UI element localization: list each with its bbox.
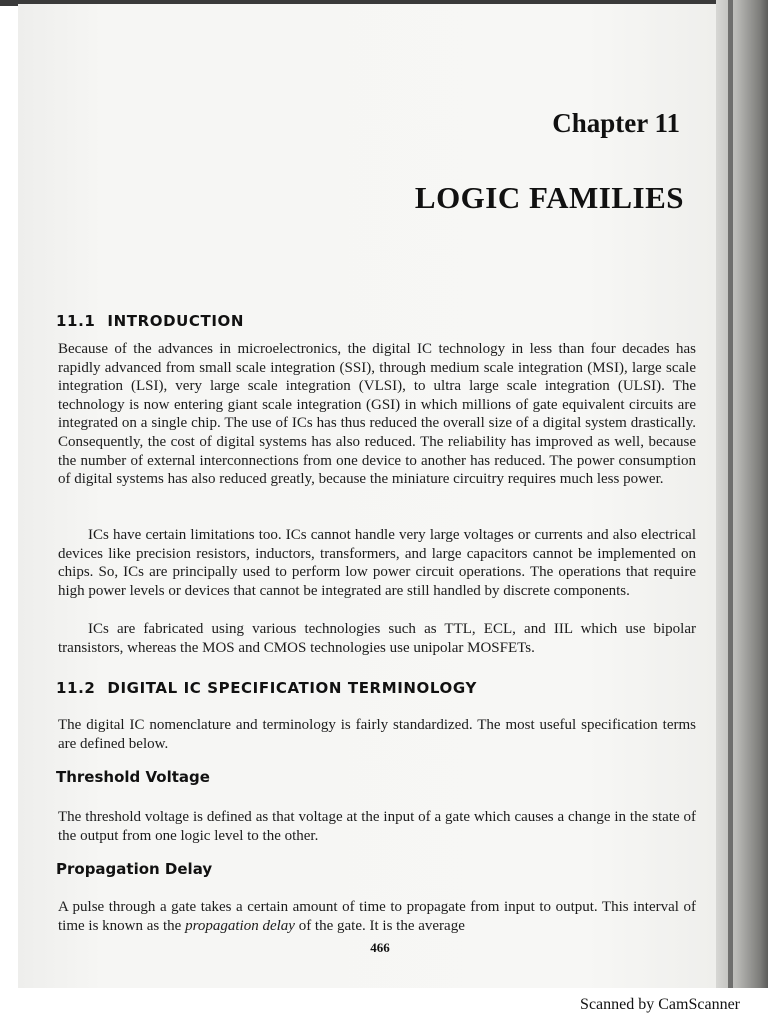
terminology-paragraph: The digital IC nomenclature and terminology is fairly standardized. The most useful specification terms are defined below. (58, 717, 696, 752)
intro-paragraph-2: ICs have certain limitations too. ICs cannot handle very large voltages or currents and also electrical devices like precision resistors, inductors, transformers, and large capacitors cannot be implemented on chips. So, ICs are principally used to perform low power circuit operations. The operations that require high power levels or devices that cannot be integrated are still handled by discrete components. (58, 527, 696, 599)
section-number: 11.2 (56, 679, 96, 697)
section-heading-introduction (56, 312, 716, 330)
propagation-delay-text-end: of the gate. It is the average (294, 917, 465, 934)
threshold-voltage-heading: Threshold Voltage (56, 768, 210, 786)
intro-paragraph-3: ICs are fabricated using various technologies such as TTL, ECL, and IIL which use bipolar transistors, whereas the MOS and CMOS technologies use unipolar MOSFETs. (58, 621, 696, 656)
propagation-delay-paragraph (58, 898, 696, 935)
propagation-delay-heading: Propagation Delay (56, 860, 213, 878)
chapter-title: LOGIC FAMILIES (414, 180, 684, 215)
spine-shadow (728, 0, 733, 990)
section-heading-specification-terminology (56, 679, 716, 697)
propagation-delay-term: propagation delay (185, 917, 295, 934)
section-title: DIGITAL IC SPECIFICATION TERMINOLOGY (107, 679, 477, 697)
page-number: 466 (370, 940, 390, 955)
propagation-delay-text-start: A pulse through a gate takes a certain amount of time to propagate from input to output. This interval of time is known as the (58, 899, 696, 934)
section-number: 11.1 (56, 312, 96, 330)
threshold-voltage-paragraph: The threshold voltage is defined as that voltage at the input of a gate which causes a change in the state of the output from one logic level to the other. (58, 809, 696, 844)
intro-paragraph-1: Because of the advances in microelectronics, the digital IC technology in less than four decades has rapidly advanced from small scale integration (SSI), through medium scale integration (MSI), large scale integration (LSI), very large scale integration (VLSI), to ultra large scale integration (ULSI). The technology is now entering giant scale integration (GSI) in which millions of gate equivalent circuits are integrated on a single chip. The use of ICs has thus reduced the overall size of a digital system drastically. Consequently, the cost of digital systems has also reduced. The reliability has improved as well, because the number of external interconnections from one device to another has reduced. The power consumption of digital systems has also reduced greatly, because the miniature circuitry requires much less power. (58, 341, 696, 488)
section-title: INTRODUCTION (107, 312, 245, 330)
scanner-watermark: Scanned by CamScanner (580, 996, 740, 1013)
book-spine (716, 0, 768, 1000)
chapter-label: Chapter 11 (552, 108, 680, 138)
